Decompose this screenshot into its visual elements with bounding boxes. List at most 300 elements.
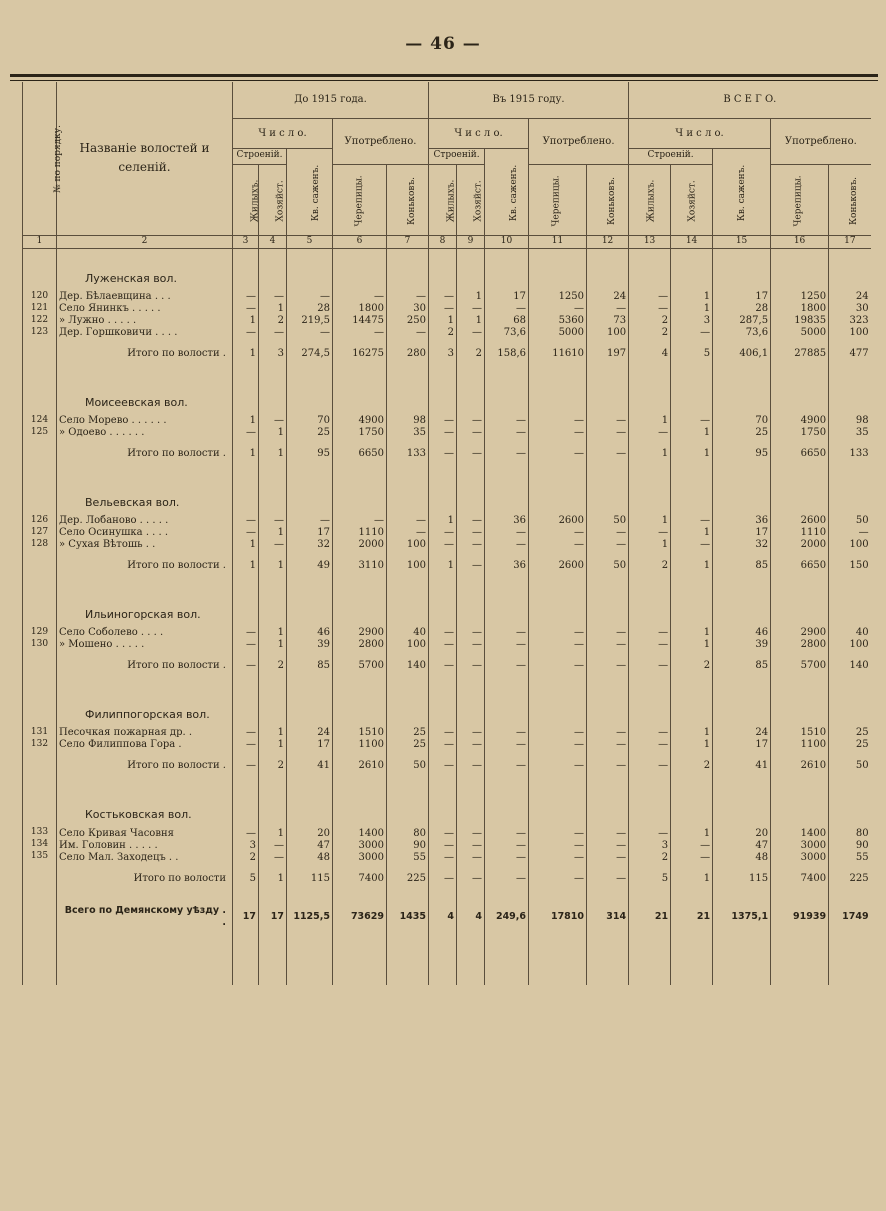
value-cell: — (629, 427, 671, 439)
value-cell: 1100 (771, 739, 829, 751)
total-value: 7400 (333, 863, 387, 897)
value-cell: — (233, 627, 259, 639)
value-cell: 25 (387, 739, 429, 751)
empty-cell (713, 248, 771, 291)
value-cell: 1 (671, 527, 713, 539)
value-cell: — (233, 427, 259, 439)
empty-cell (829, 585, 871, 627)
total-value: 16275 (333, 339, 387, 373)
total-value: — (429, 651, 457, 685)
empty-cell (259, 373, 287, 415)
value-cell: 46 (287, 627, 333, 639)
grand-total-value: 21 (629, 897, 671, 929)
settlement-name: Село Мал. Заходецъ . . (57, 851, 233, 863)
value-cell: 25 (713, 427, 771, 439)
grand-total-value: 4 (429, 897, 457, 929)
value-cell: 1 (671, 739, 713, 751)
value-cell: 32 (713, 539, 771, 551)
row-number: 129 (23, 627, 57, 639)
value-cell: 1750 (771, 427, 829, 439)
value-cell: — (457, 739, 485, 751)
total-row (23, 751, 871, 785)
value-cell: — (671, 839, 713, 851)
empty-cell (57, 929, 233, 985)
empty-cell (629, 373, 671, 415)
column-number: 4 (259, 235, 287, 248)
value-cell: — (233, 827, 259, 839)
total-value: 41 (713, 751, 771, 785)
value-cell: 1 (671, 639, 713, 651)
header-group-total: В С Е Г О. (629, 82, 871, 118)
grand-total-value: 73629 (333, 897, 387, 929)
table-row (23, 827, 871, 839)
value-cell: 39 (713, 639, 771, 651)
value-cell: 1 (671, 291, 713, 303)
row-number: 127 (23, 527, 57, 539)
value-cell: — (587, 639, 629, 651)
total-value: 85 (713, 651, 771, 685)
header-rowno: № по порядку. (23, 82, 57, 235)
total-value: 1 (671, 551, 713, 585)
total-value: — (429, 439, 457, 473)
empty-cell (457, 473, 485, 515)
total-value: 3110 (333, 551, 387, 585)
empty-cell (387, 585, 429, 627)
empty-cell (387, 473, 429, 515)
empty-cell (529, 685, 587, 727)
value-cell: — (485, 839, 529, 851)
value-cell: — (529, 739, 587, 751)
value-cell: 68 (485, 315, 529, 327)
total-value: — (485, 651, 529, 685)
empty-cell (387, 373, 429, 415)
value-cell: 1250 (529, 291, 587, 303)
value-cell: — (629, 527, 671, 539)
value-cell: 323 (829, 315, 871, 327)
value-cell: — (429, 427, 457, 439)
total-value: 11610 (529, 339, 587, 373)
value-cell: — (829, 527, 871, 539)
value-cell: 80 (829, 827, 871, 839)
header-zhil-1: Жилыхъ. (233, 164, 259, 235)
empty-cell (629, 473, 671, 515)
total-value: — (529, 651, 587, 685)
value-cell: — (233, 303, 259, 315)
total-value: — (457, 651, 485, 685)
value-cell: 4900 (771, 415, 829, 427)
value-cell: — (429, 727, 457, 739)
value-cell: 1100 (333, 739, 387, 751)
value-cell: 1 (259, 727, 287, 739)
empty-cell (529, 473, 587, 515)
empty-cell (771, 585, 829, 627)
value-cell: 2600 (529, 515, 587, 527)
value-cell: — (233, 291, 259, 303)
settlement-name: Село Филиппова Гора . (57, 739, 233, 751)
empty-cell (23, 685, 57, 727)
value-cell: 25 (829, 739, 871, 751)
value-cell: 80 (387, 827, 429, 839)
empty-cell (671, 373, 713, 415)
total-value: 50 (587, 551, 629, 585)
value-cell: 25 (829, 727, 871, 739)
value-cell: 1 (629, 539, 671, 551)
grand-total-row (23, 897, 871, 929)
total-value: 5700 (333, 651, 387, 685)
value-cell: 2000 (333, 539, 387, 551)
value-cell: — (233, 739, 259, 751)
value-cell: 30 (387, 303, 429, 315)
value-cell: 1 (259, 827, 287, 839)
value-cell: 17 (713, 527, 771, 539)
empty-cell (333, 373, 387, 415)
grand-total-value: 1435 (387, 897, 429, 929)
column-number: 17 (829, 235, 871, 248)
empty-cell (671, 785, 713, 827)
table-row (23, 539, 871, 551)
total-row (23, 551, 871, 585)
total-value: 274,5 (287, 339, 333, 373)
header-buildings-3: Строеній. (629, 148, 713, 164)
total-value: 1 (671, 863, 713, 897)
value-cell: — (629, 727, 671, 739)
value-cell: — (233, 327, 259, 339)
value-cell: 73 (587, 315, 629, 327)
settlement-name: » Лужно . . . . . (57, 315, 233, 327)
value-cell: 17 (287, 739, 333, 751)
value-cell: 70 (287, 415, 333, 427)
total-value: 2600 (529, 551, 587, 585)
value-cell: — (485, 303, 529, 315)
value-cell: — (587, 539, 629, 551)
total-value: — (587, 863, 629, 897)
empty-cell (671, 685, 713, 727)
header-khoz-1: Хозяйст. (259, 164, 287, 235)
empty-cell (429, 685, 457, 727)
total-value: — (587, 439, 629, 473)
total-value: 85 (713, 551, 771, 585)
value-cell: — (429, 851, 457, 863)
header-count-2: Ч и с л о. (429, 118, 529, 148)
value-cell: — (529, 415, 587, 427)
empty-cell (457, 248, 485, 291)
value-cell: — (457, 515, 485, 527)
value-cell: — (529, 727, 587, 739)
empty-cell (457, 685, 485, 727)
value-cell: — (429, 415, 457, 427)
empty-cell (713, 585, 771, 627)
value-cell: — (259, 539, 287, 551)
total-value: — (587, 651, 629, 685)
empty-cell (23, 897, 57, 929)
value-cell: 90 (829, 839, 871, 851)
value-cell: 100 (829, 539, 871, 551)
value-cell: 24 (587, 291, 629, 303)
value-cell: — (629, 291, 671, 303)
empty-cell (771, 929, 829, 985)
empty-cell (485, 929, 529, 985)
value-cell: — (587, 527, 629, 539)
value-cell: 20 (287, 827, 333, 839)
value-cell: 47 (287, 839, 333, 851)
value-cell: 1 (233, 539, 259, 551)
value-cell: 1 (457, 291, 485, 303)
value-cell: — (587, 627, 629, 639)
settlement-name: » Сухая Вѣтошь . . (57, 539, 233, 551)
value-cell: 2800 (333, 639, 387, 651)
total-label: Итого по волости . (57, 439, 233, 473)
value-cell: — (457, 527, 485, 539)
settlement-name: » Одоево . . . . . . (57, 427, 233, 439)
value-cell: 24 (287, 727, 333, 739)
total-value: 4 (629, 339, 671, 373)
total-value: 140 (387, 651, 429, 685)
total-value: 36 (485, 551, 529, 585)
empty-cell (23, 439, 57, 473)
value-cell: 1 (629, 415, 671, 427)
empty-cell (629, 785, 671, 827)
value-cell: 1 (671, 827, 713, 839)
value-cell: 40 (387, 627, 429, 639)
value-cell: — (387, 515, 429, 527)
section-header-row (23, 373, 871, 415)
value-cell: — (429, 827, 457, 839)
value-cell: 55 (829, 851, 871, 863)
value-cell: 1 (671, 303, 713, 315)
row-number: 131 (23, 727, 57, 739)
total-value: 1 (429, 551, 457, 585)
value-cell: 1 (259, 739, 287, 751)
empty-cell (429, 373, 457, 415)
value-cell: 100 (829, 327, 871, 339)
value-cell: 2900 (333, 627, 387, 639)
total-value: 2 (671, 651, 713, 685)
value-cell: 3000 (333, 839, 387, 851)
top-rule-thin (10, 80, 878, 81)
value-cell: — (233, 727, 259, 739)
empty-cell (233, 785, 259, 827)
header-kon-3: Коньковъ. (829, 164, 871, 235)
row-number: 123 (23, 327, 57, 339)
column-number: 15 (713, 235, 771, 248)
value-cell: 35 (387, 427, 429, 439)
section-title: Моисеевская вол. (57, 373, 233, 415)
empty-cell (333, 585, 387, 627)
value-cell: 47 (713, 839, 771, 851)
row-number: 130 (23, 639, 57, 651)
empty-cell (485, 785, 529, 827)
empty-cell (587, 929, 629, 985)
value-cell: 17 (713, 739, 771, 751)
section-header-row (23, 585, 871, 627)
total-value: 5 (671, 339, 713, 373)
settlement-name: Им. Головин . . . . . (57, 839, 233, 851)
header-kon-1: Коньковъ. (387, 164, 429, 235)
total-value: — (429, 751, 457, 785)
total-value: 5 (629, 863, 671, 897)
header-sazh-3: Кв. саженъ. (713, 148, 771, 235)
empty-cell (23, 863, 57, 897)
empty-cell (529, 929, 587, 985)
empty-cell (457, 585, 485, 627)
empty-cell (713, 473, 771, 515)
empty-cell (429, 785, 457, 827)
total-value: 1 (259, 863, 287, 897)
empty-cell (485, 248, 529, 291)
value-cell: 287,5 (713, 315, 771, 327)
empty-cell (259, 585, 287, 627)
header-group-1915: Въ 1915 году. (429, 82, 629, 118)
value-cell: 19835 (771, 315, 829, 327)
table-row (23, 427, 871, 439)
empty-cell (587, 785, 629, 827)
empty-cell (529, 373, 587, 415)
total-value: — (485, 863, 529, 897)
value-cell: 1 (629, 515, 671, 527)
total-value: 2610 (771, 751, 829, 785)
empty-cell (233, 685, 259, 727)
row-number: 128 (23, 539, 57, 551)
value-cell: 73,6 (713, 327, 771, 339)
empty-cell (457, 929, 485, 985)
header-kon-2: Коньковъ. (587, 164, 629, 235)
section-header-row (23, 248, 871, 291)
value-cell: 70 (713, 415, 771, 427)
total-label: Итого по волости (57, 863, 233, 897)
value-cell: 3000 (771, 839, 829, 851)
empty-cell (387, 685, 429, 727)
value-cell: — (587, 851, 629, 863)
empty-cell (259, 785, 287, 827)
value-cell: 4900 (333, 415, 387, 427)
settlement-name: » Мошено . . . . . (57, 639, 233, 651)
settlement-name: Дер. Горшковичи . . . . (57, 327, 233, 339)
header-zhil-3: Жилыхъ. (629, 164, 671, 235)
empty-cell (23, 339, 57, 373)
empty-cell (713, 929, 771, 985)
value-cell: 1800 (333, 303, 387, 315)
column-number: 16 (771, 235, 829, 248)
row-number: 122 (23, 315, 57, 327)
value-cell: — (485, 851, 529, 863)
value-cell: 2900 (771, 627, 829, 639)
value-cell: — (629, 627, 671, 639)
section-title: Филиппогорская вол. (57, 685, 233, 727)
total-value: 406,1 (713, 339, 771, 373)
empty-cell (671, 929, 713, 985)
value-cell: 24 (829, 291, 871, 303)
header-buildings-1: Строеній. (233, 148, 287, 164)
value-cell: — (259, 515, 287, 527)
empty-cell (485, 585, 529, 627)
empty-cell (23, 785, 57, 827)
value-cell: 39 (287, 639, 333, 651)
column-number: 7 (387, 235, 429, 248)
empty-cell (387, 785, 429, 827)
value-cell: — (529, 827, 587, 839)
empty-cell (23, 651, 57, 685)
value-cell: 219,5 (287, 315, 333, 327)
value-cell: 1400 (333, 827, 387, 839)
total-value: 1 (233, 439, 259, 473)
value-cell: — (485, 539, 529, 551)
total-value: 150 (829, 551, 871, 585)
grand-total-value: 17810 (529, 897, 587, 929)
table-row (23, 627, 871, 639)
statistics-table (22, 82, 871, 985)
empty-cell (233, 929, 259, 985)
total-value: 1 (259, 551, 287, 585)
grand-total-value: 91939 (771, 897, 829, 929)
total-value: — (587, 751, 629, 785)
empty-cell (771, 785, 829, 827)
value-cell: — (387, 327, 429, 339)
empty-cell (23, 473, 57, 515)
empty-cell (233, 248, 259, 291)
header-khoz-3: Хозяйст. (671, 164, 713, 235)
row-number: 132 (23, 739, 57, 751)
value-cell: — (457, 427, 485, 439)
empty-cell (233, 373, 259, 415)
empty-cell (629, 685, 671, 727)
empty-cell (233, 585, 259, 627)
value-cell: — (259, 291, 287, 303)
value-cell: — (259, 851, 287, 863)
empty-cell (429, 929, 457, 985)
total-value: 95 (287, 439, 333, 473)
total-value: — (529, 863, 587, 897)
row-number: 135 (23, 851, 57, 863)
empty-cell (287, 685, 333, 727)
value-cell: 1250 (771, 291, 829, 303)
value-cell: — (587, 415, 629, 427)
table-row (23, 515, 871, 527)
empty-cell (287, 929, 333, 985)
column-number: 2 (57, 235, 233, 248)
column-number: 3 (233, 235, 259, 248)
value-cell: — (529, 627, 587, 639)
value-cell: 50 (829, 515, 871, 527)
grand-total-value: 314 (587, 897, 629, 929)
value-cell: — (485, 627, 529, 639)
total-value: 6650 (333, 439, 387, 473)
table-row (23, 303, 871, 315)
empty-cell (333, 248, 387, 291)
grand-total-value: 249,6 (485, 897, 529, 929)
total-value: 3 (429, 339, 457, 373)
value-cell: — (429, 839, 457, 851)
empty-cell (829, 473, 871, 515)
settlement-name: Дер. Лобаново . . . . . (57, 515, 233, 527)
total-value: 85 (287, 651, 333, 685)
total-value: 158,6 (485, 339, 529, 373)
total-value: — (457, 751, 485, 785)
table-row (23, 739, 871, 751)
empty-cell (287, 248, 333, 291)
total-value: — (457, 863, 485, 897)
empty-cell (287, 473, 333, 515)
value-cell: 90 (387, 839, 429, 851)
value-cell: 40 (829, 627, 871, 639)
value-cell: 2 (629, 327, 671, 339)
value-cell: — (629, 827, 671, 839)
empty-cell (771, 473, 829, 515)
total-value: 7400 (771, 863, 829, 897)
value-cell: 2 (233, 851, 259, 863)
value-cell: — (259, 327, 287, 339)
empty-cell (429, 585, 457, 627)
value-cell: — (529, 539, 587, 551)
